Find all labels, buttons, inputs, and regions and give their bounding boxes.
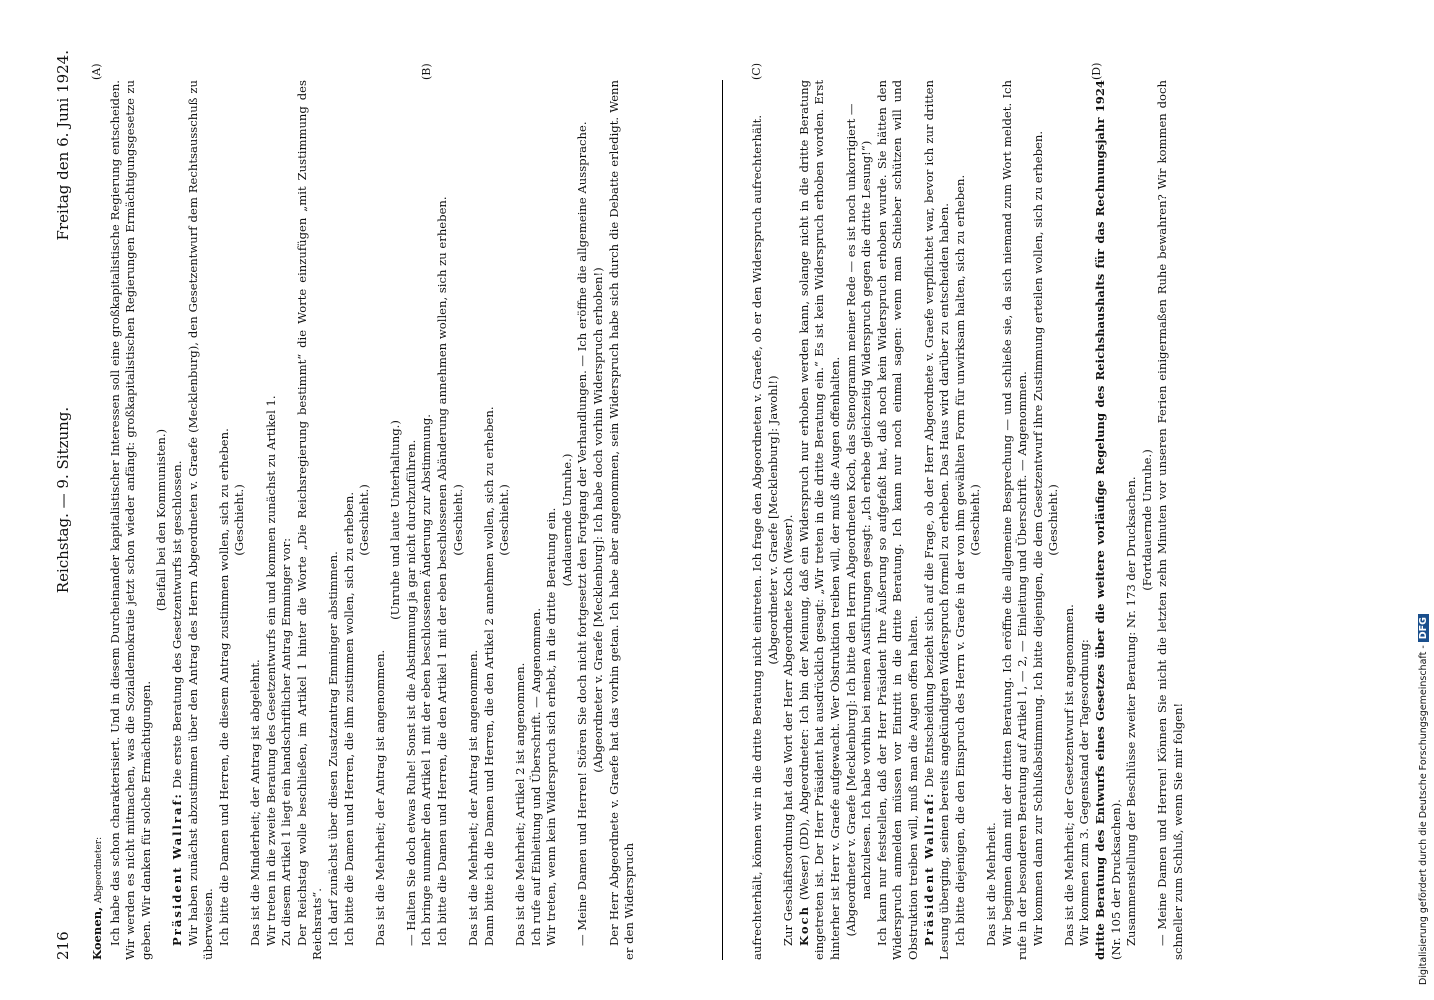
stage-direction: (Geschieht.)	[968, 484, 983, 556]
paragraph: Das ist die Mehrheit; Artikel 2 ist angenommen.	[513, 662, 528, 946]
paragraph: Zusammenstellung der Beschlüsse zweiter Beratung: Nr. 173 der Drucksachen.	[1124, 476, 1139, 946]
agenda-reference: (Nr. 105 der Drucksachen).	[1108, 799, 1123, 960]
paragraph: Der Reichstag wolle beschließen, im Artikel 1 hinter die Worte „Die Reichsregierung bestimmt“ die Worte einzufügen „mit Zustimmung des Reichsrats“.	[294, 80, 325, 960]
margin-mark-b: (B)	[420, 63, 433, 80]
paragraph: Das ist die Mehrheit.	[983, 822, 998, 946]
dfg-logo: DFG	[1418, 614, 1429, 642]
speaker-line	[90, 80, 108, 960]
paragraph: Wir treten, wenn kein Widerspruch sich erhebt, in die dritte Beratung ein.	[544, 507, 559, 946]
left-column	[90, 80, 690, 960]
paragraph: Ich bitte diejenigen, die den Einspruch des Herrn v. Graefe in der von ihm gewählten Form für unwirksam halten, sich zu erheben.	[952, 174, 967, 946]
paragraph: aufrechterhält, können wir in die dritte Beratung nicht eintreten. Ich frage den Abgeordneten v. Graefe, ob er den Widerspruch aufrechterhält.	[750, 114, 764, 960]
stage-direction: (Geschieht.)	[1046, 484, 1061, 556]
paragraph: Das ist die Mehrheit; der Antrag ist angenommen.	[466, 649, 481, 946]
rotated-page	[50, 40, 1380, 960]
stage-direction: (Unruhe und laute Unterhaltung.)	[388, 420, 403, 620]
paragraph: Ich kann nur feststellen, daß der Herr Präsident Ihre Äußerung so aufgefaßt hat, daß noch kein Widerspruch erhoben wurde. Sie hätten den Widerspruch anmelden müssen vor Eintritt in die dritte Beratung. Ich kann nur noch einmal sagen: wenn man Schieber schützen will und Obstruktion treiben will, muß man die Augen offen halten.	[874, 80, 920, 960]
margin-mark-d: (D)	[1090, 62, 1103, 80]
paragraph: Ich bitte die Damen und Herren, die den Artikel 1 mit der eben beschlossenen Abänderung annehmen wollen, sich zu erheben.	[435, 196, 450, 946]
paragraph: Ich darf zunächst über diesen Zusatzantrag Emminger abstimmen.	[325, 551, 340, 946]
speech-text: (Weser) (DD), Abgeordneter: Ich bin der Meinung, daß ein Widerspruch nur erhoben werden kann, solange nicht in die dritte Beratung eingetreten ist. Der Herr Präsident hat ausdrücklich gesagt: „Wir treten in die dritte Beratung ein.“ Es ist kein Widerspruch erhoben worden. Erst hinterher ist Herr v. Graefe aufgewacht. Wer Obstruktion treiben will, der muß die Augen offenhalten.	[796, 80, 842, 960]
page-number: 216	[54, 931, 72, 960]
side-label-text: Digitalisierung gefördert durch die Deutsche Forschungsgemeinschaft -	[1418, 645, 1429, 985]
stage-direction: (Abgeordneter v. Graefe [Mecklenburg]: Ich bitte den Herrn Abgeordneten Koch, das Stenogramm meiner Rede — es ist noch unkorrigiert — nachzulesen. Ich habe vorhin bei meinen Ausführungen gesagt: „Ich erhebe gleichzeitig Widerspruch gegen die dritte Lesung!“)	[843, 103, 874, 937]
stage-direction: (Abgeordneter v. Graefe [Mecklenburg]: Jawohl!)	[765, 375, 780, 665]
session-date: Freitag den 6. Juni 1924.	[54, 50, 72, 241]
stage-direction: (Abgeordneter v. Graefe [Mecklenburg]: Ich habe doch vorhin Widerspruch erhoben!)	[591, 267, 605, 773]
stage-direction: (Geschieht.)	[232, 484, 247, 556]
paragraph: Wir kommen zum 3. Gegenstand der Tagesordnung:	[1077, 639, 1092, 946]
stage-direction: (Geschieht.)	[450, 484, 465, 556]
stage-direction: (Beifall bei den Kommunisten.)	[154, 428, 169, 612]
agenda-item	[1093, 80, 1124, 960]
paragraph: Zu diesem Artikel 1 liegt ein handschriftlicher Antrag Emminger vor:	[279, 537, 294, 946]
paragraph: Das ist die Mehrheit; der Gesetzentwurf ist angenommen.	[1061, 604, 1076, 946]
paragraph: Zur Geschäftsordnung hat das Wort der Herr Abgeordnete Koch (Weser).	[781, 514, 796, 946]
margin-mark-a: (A)	[90, 63, 103, 80]
speech-text: Die erste Beratung des Gesetzentwurfs ist geschlossen.	[169, 460, 184, 789]
paragraph: Der Herr Abgeordnete v. Graefe hat das vorhin getan. Ich habe aber angenommen, sein Widerspruch habe sich durch die Debatte erledigt. Wenn er den Widerspruch	[606, 80, 637, 960]
session-title: Reichstag. — 9. Sitzung.	[54, 406, 72, 594]
paragraph: — Meine Damen und Herren! Stören Sie doch nicht fortgesetzt den Fortgang der Verhandlungen. — Ich eröffne die allgemeine Aussprache.	[575, 121, 590, 946]
paragraph: Wir kommen dann zur Schlußabstimmung. Ich bitte diejenigen, die dem Gesetzentwurf ihre Zustimmung erteilen wollen, sich zu erheben.	[1030, 130, 1045, 946]
margin-mark-c: (C)	[750, 63, 763, 80]
speech-paragraph	[170, 80, 186, 960]
paragraph: Wir haben zunächst abzustimmen über den Antrag des Herrn Abgeordneten v. Graefe (Mecklenburg), den Gesetzentwurf dem Rechtsausschuß zu überweisen.	[185, 80, 216, 960]
speech-paragraph	[922, 80, 953, 960]
column-divider	[722, 80, 723, 960]
speech-text: Die Entscheidung bezieht sich auf die Frage, ob der Herr Abgeordnete v. Graefe verpflichtet war, bevor ich zur dritten Lesung überging, seinen bereits angekündigten Widerspruch formell zu erheben. Das Haus wird darüber zu entscheiden haben.	[921, 80, 952, 960]
paragraph: — Halten Sie doch etwas Ruhe! Sonst ist die Abstimmung ja gar nicht durchzuführen.	[403, 439, 418, 946]
paragraph: Ich habe das schon charakterisiert. Und in diesem Durcheinander kapitalistischer Interessen soll eine großkapitalistische Regierung entscheiden. Wir werden es nicht mitmachen, was die Sozialdemokratie jetzt schon wieder anfängt: großkapitalistischen Regierungen Ermächtigungsgesetze zu geben. Wir danken für solche Ermächtigungen.	[107, 80, 153, 960]
speaker-name: Präsident Wallraf:	[169, 792, 184, 946]
side-label	[1418, 0, 1432, 985]
speaker-name: Koch	[796, 904, 811, 946]
speaker-name: Koenen,	[90, 906, 104, 960]
stage-direction: (Geschieht.)	[497, 484, 512, 556]
stage-direction: (Fortdauernde Unruhe.)	[1139, 449, 1154, 591]
paragraph: — Meine Damen und Herren! Können Sie nicht die letzten zehn Minuten vor unseren Ferien einigermaßen Ruhe bewahren? Wir kommen doch schneller zum Schluß, wenn Sie mir folgen!	[1155, 80, 1186, 960]
speaker-name: Präsident Wallraf:	[921, 791, 936, 946]
paragraph: Ich bringe nunmehr den Artikel 1 mit der eben beschlossenen Änderung zur Abstimmung.	[419, 414, 434, 946]
stage-direction: (Andauernde Unruhe.)	[559, 453, 574, 587]
paragraph: Ich bitte die Damen und Herren, die ihm zustimmen wollen, sich zu erheben.	[341, 491, 356, 946]
paragraph: Ich bitte die Damen und Herren, die diesem Antrag zustimmen wollen, sich zu erheben.	[216, 428, 231, 946]
paragraph: Ich rufe auf Einleitung und Überschrift. — Angenommen.	[528, 607, 543, 946]
stage-direction: (Geschieht.)	[357, 484, 372, 556]
paragraph: Wir beginnen dann mit der dritten Beratung. Ich eröffne die allgemeine Besprechung — und schließe sie, da sich niemand zum Wort meldet. Ich rufe in der besonderen Beratung auf Artikel 1, — 2, — Einleitung und Überschrift. — Angenommen.	[999, 80, 1030, 960]
paragraph: Wir treten in die zweite Beratung des Gesetzentwurfs ein und kommen zunächst zu Artikel 1.	[263, 395, 278, 946]
speaker-role: Abgeordneter:	[94, 836, 104, 904]
paragraph: Das ist die Minderheit; der Antrag ist abgelehnt.	[247, 659, 262, 946]
paragraph: Dann bitte ich die Damen und Herren, die den Artikel 2 annehmen wollen, sich zu erheben.	[481, 406, 496, 946]
paragraph: Das ist die Mehrheit; der Antrag ist angenommen.	[372, 649, 387, 946]
right-column	[750, 80, 1350, 960]
agenda-title: dritte Beratung des Entwurfs eines Gesetzes über die weitere vorläufige Regelung des Reichshaushalts für das Rechnungsjahr 1924	[1093, 80, 1108, 960]
speech-paragraph	[797, 80, 844, 960]
running-header	[50, 40, 80, 960]
